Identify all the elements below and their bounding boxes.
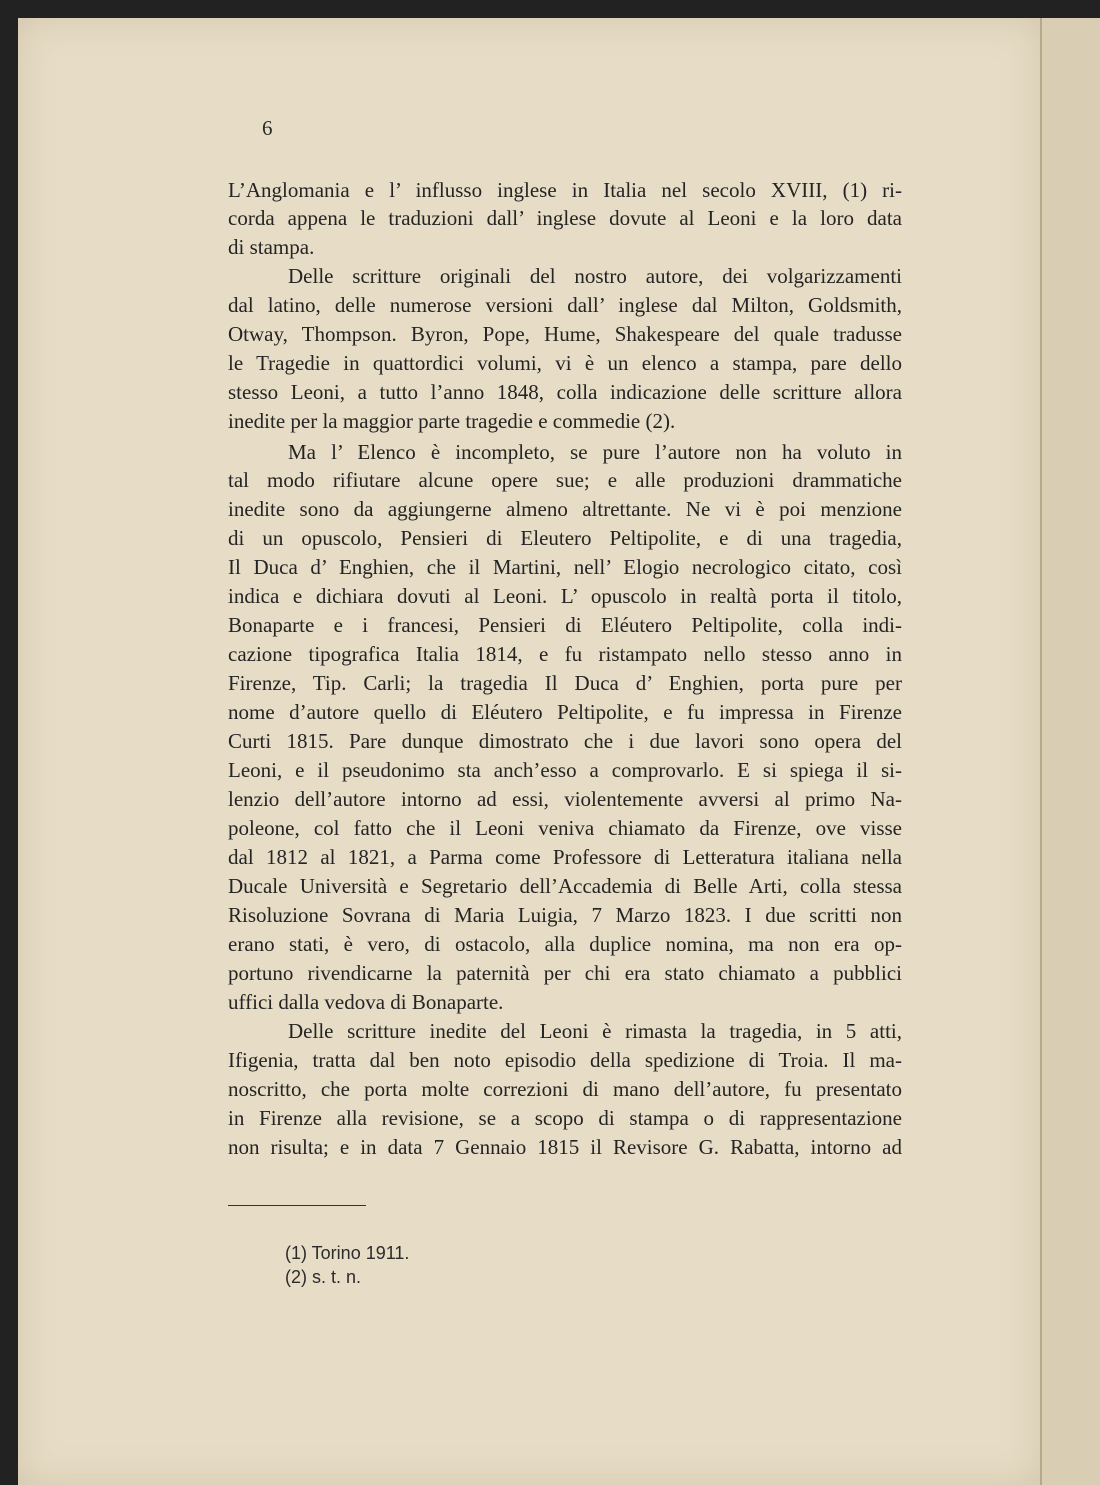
page-number: 6 (262, 116, 273, 140)
body-line: stesso Leoni, a tutto l’anno 1848, colla indicazione delle scritture allora (228, 380, 902, 404)
body-line: dal latino, delle numerose versioni dall’ inglese dal Milton, Goldsmith, (228, 293, 902, 317)
body-line: uffici dalla vedova di Bonaparte. (228, 990, 504, 1014)
body-line: in Firenze alla revisione, se a scopo di stampa o di rappresentazione (228, 1106, 902, 1130)
body-line: Ifigenia, tratta dal ben noto episodio della spedizione di Troia. Il ma- (228, 1048, 902, 1072)
body-line: Leoni, e il pseudonimo sta anch’esso a comprovarlo. E si spiega il si- (228, 758, 902, 782)
body-line: corda appena le traduzioni dall’ inglese dovute al Leoni e la loro data (228, 206, 902, 230)
body-line: tal modo rifiutare alcune opere sue; e alle produzioni drammatiche (228, 468, 902, 492)
body-line: cazione tipografica Italia 1814, e fu ristampato nello stesso anno in (228, 642, 902, 666)
body-line: inedite sono da aggiungerne almeno altrettante. Ne vi è poi menzione (228, 497, 902, 521)
body-line: poleone, col fatto che il Leoni veniva chiamato da Firenze, ove visse (228, 816, 902, 840)
body-line: Firenze, Tip. Carli; la tragedia Il Duca d’ Enghien, porta pure per (228, 671, 902, 695)
body-line: non risulta; e in data 7 Gennaio 1815 il Revisore G. Rabatta, intorno ad (228, 1135, 902, 1159)
body-line: nome d’autore quello di Eléutero Peltipolite, e fu impressa in Firenze (228, 700, 902, 724)
next-page-edge (1040, 18, 1100, 1485)
body-line: Otway, Thompson. Byron, Pope, Hume, Shakespeare del quale tradusse (228, 322, 902, 346)
body-line: erano stati, è vero, di ostacolo, alla duplice nomina, ma non era op- (228, 932, 902, 956)
footnote-separator (228, 1205, 366, 1206)
body-line: Curti 1815. Pare dunque dimostrato che i due lavori sono opera del (228, 729, 902, 753)
body-line: Il Duca d’ Enghien, che il Martini, nell’ Elogio necrologico citato, così (228, 555, 902, 579)
body-line: Risoluzione Sovrana di Maria Luigia, 7 Marzo 1823. I due scritti non (228, 903, 902, 927)
body-line: di un opuscolo, Pensieri di Eleutero Peltipolite, e di una tragedia, (228, 526, 902, 550)
footnote-1: (1) Torino 1911. (285, 1243, 410, 1263)
body-line: L’Anglomania e l’ influsso inglese in Italia nel secolo XVIII, (1) ri- (228, 178, 902, 202)
body-line: portuno rivendicarne la paternità per chi era stato chiamato a pubblici (228, 961, 902, 985)
body-line: indica e dichiara dovuti al Leoni. L’ opuscolo in realtà porta il titolo, (228, 584, 902, 608)
body-line: Delle scritture inedite del Leoni è rimasta la tragedia, in 5 atti, (288, 1019, 902, 1043)
body-line: Delle scritture originali del nostro autore, dei volgarizzamenti (288, 264, 902, 288)
body-line: dal 1812 al 1821, a Parma come Professore di Letteratura italiana nella (228, 845, 902, 869)
body-line: Bonaparte e i francesi, Pensieri di Eléutero Peltipolite, colla indi- (228, 613, 902, 637)
body-line: Ducale Università e Segretario dell’Accademia di Belle Arti, colla stessa (228, 874, 902, 898)
body-line: di stampa. (228, 235, 315, 259)
body-line: lenzio dell’autore intorno ad essi, violentemente avversi al primo Na- (228, 787, 902, 811)
body-line: Ma l’ Elenco è incompleto, se pure l’autore non ha voluto in (288, 440, 902, 464)
body-line: noscritto, che porta molte correzioni di mano dell’autore, fu presentato (228, 1077, 902, 1101)
body-line: le Tragedie in quattordici volumi, vi è un elenco a stampa, pare dello (228, 351, 902, 375)
body-line: inedite per la maggior parte tragedie e commedie (2). (228, 409, 676, 433)
footnote-2: (2) s. t. n. (285, 1267, 362, 1287)
